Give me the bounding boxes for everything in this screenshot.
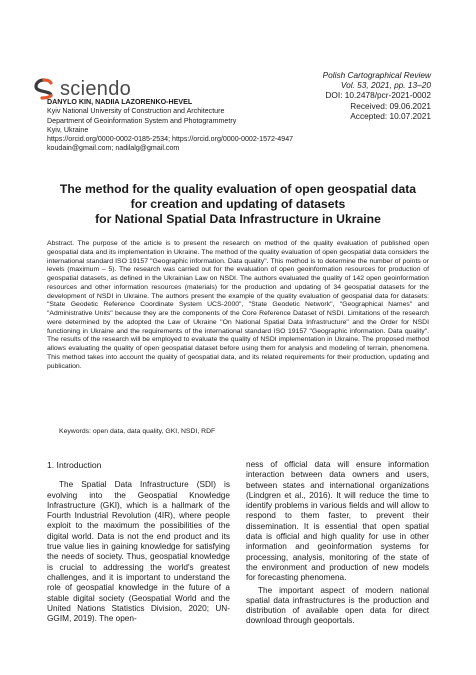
title-line-2: for creation and updating of datasets [130, 197, 346, 212]
accepted-date: Accepted: 10.07.2021 [350, 110, 431, 121]
article-title [40, 182, 436, 228]
publisher-logo [33, 78, 143, 100]
paragraph: ness of official data will ensure information interaction between data owners and users, between states and international organizations (Lindgren et al., 2016). It will reduce the time to identify problems in various fields and will allow to respond to them faster, to prevent their dissemination. It is essential that open spatial data is official and high quality for use in other information and geoinformation systems for processing, analysis, monitoring of the state of the environment and production of new models for forecasting phenomena. [246, 460, 429, 583]
abstract: Abstract. The purpose of the article is to present the research on method of the quality evaluation of published open geospatial data and its implementation in Ukraine. The method of the quality evaluation of open geospatial data considers the international standard ISO 19157 "Geographic information. Data quality". This method is to determine the number of points or levels (maximum – 5). The research was carried out for the evaluation of open geoinformation resources for production of geospatial datasets, as defined in the Ukrainian Law on NSDI. The authors evaluated the quality of 142 open geoinformation resources and other information resources (materials) for the production and updating of 34 geospatial datasets for the development of NSDI in Ukraine. The authors present the example of the quality evaluation of geospatial data for datasets: "State Geodetic Reference Coordinate System UCS-2000", "State Geodetic Network", "Geographical Names" and "Administrative Units" because they are the components of the Core Reference Dataset of NSDI. Limitations of the research were determined by the adopted the Law of Ukraine "On National Spatial Data Infrastructure" and the Order for NSDI functioning in Ukraine and the requirements of the international standard ISO 19157 "Geographic information. Data quality". The results of the research will be employed to evaluate the quality of NSDI implementation in Ukraine. The proposed method allows evaluating the quality of open geospatial dataset before using them for analysis and modeling of terrain, phenomena. This method takes into account the quality of geospatial data, and its related requirements for their production, updating and publication. [47, 240, 429, 370]
affiliation-department: Department of Geoinformation System and Photogrammetry [47, 116, 237, 125]
keywords: Keywords: open data, data quality, GKI, NSDI, RDF [59, 428, 216, 435]
paragraph: The important aspect of modern national spatial data infrastructures is the production and distribution of available open data for direct download through geoportals. [246, 585, 429, 626]
received-date: Received: 09.06.2021 [350, 100, 431, 111]
orcid-links[interactable]: https://orcid.org/0000-0002-0185-2534; https://orcid.org/0000-0002-1572-4947 [47, 135, 294, 144]
journal-doi[interactable]: DOI: 10.2478/pcr-2021-0002 [325, 90, 431, 101]
body-column-right [246, 460, 429, 627]
title-line-3: for National Spatial Data Infrastructure in Ukraine [95, 212, 381, 227]
author-emails[interactable]: koudain@gmail.com; nadilalg@gmail.com [47, 144, 180, 153]
publisher-name: sciendo [60, 78, 132, 100]
authors-block [47, 98, 367, 154]
journal-volume: Vol. 53, 2021, pp. 13–20 [340, 80, 431, 91]
affiliation-university: Kyiv National University of Construction and Architecture [47, 107, 225, 116]
author-names: DANYLO KIN, NADIIA LAZORENKO-HEVEL [47, 98, 193, 106]
title-line-1: The method for the quality evaluation of open geospatial data [59, 182, 417, 196]
paragraph: The Spatial Data Infrastructure (SDI) is evolving into the Geospatial Knowledge Infrastructure (GKI), which is a hallmark of the Fourth Industrial Revolution (4IR), where people exploit to the maximum the possibilities of the digital world. Data is not the end product and its true value lies in gaining knowledge for satisfying the needs of society. Thus, geospatial knowledge is crucial to addressing the world's greatest challenges, and it is important to understand the role of geospatial knowledge in the future of a stable digital society (Geospatial World and the United Nations Statistics Division, 2020; UN-GGIM, 2019). The open- [47, 480, 230, 624]
body-column-left [47, 460, 230, 624]
affiliation-location: Kyiv, Ukraine [47, 125, 89, 134]
journal-name: Polish Cartographical Review [322, 70, 431, 80]
sciendo-logo-icon [33, 78, 55, 100]
section-heading: 1. Introduction [47, 460, 102, 470]
